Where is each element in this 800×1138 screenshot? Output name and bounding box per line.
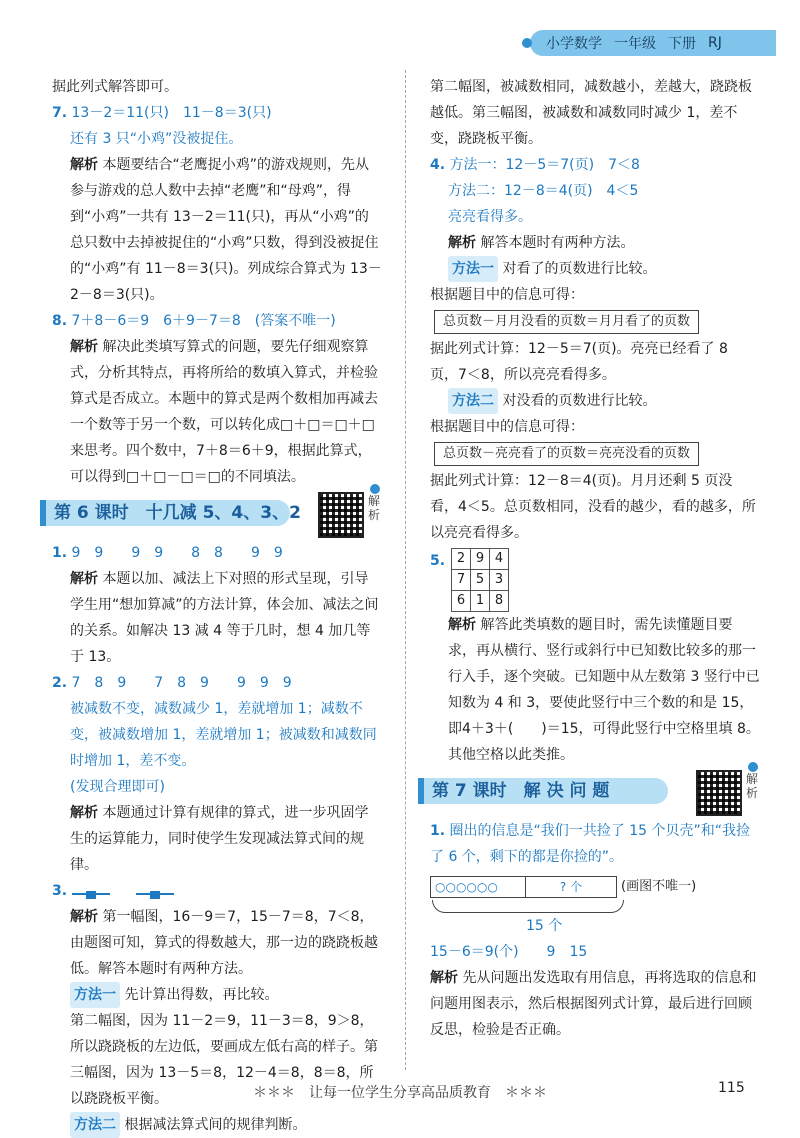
header-volume: 下册	[668, 36, 696, 52]
section-6-title: 第 6 课时 十几减 5、4、3、2	[54, 503, 301, 523]
seesaw-icon	[72, 879, 110, 895]
play-icon	[370, 484, 380, 494]
header-dot-icon	[522, 38, 532, 48]
q4-given1: 根据题目中的信息可得：	[430, 287, 584, 303]
q8-analysis: 解析 解决此类填写算式的问题，要先仔细观察算式，分析其特点，再将所给的数填入算式，并检验算式是否成立。本题中的算式是两个数相加再减去一个数等于另一个数，可以转化成□＋□＝□＋□来思考。四个数中，7＋8＝6＋9，根据此算式，可以得到□＋□－□＝□的不同填法。	[70, 339, 378, 485]
q5-block: 5. 2 9 4 7 5 3 6 1 8	[430, 548, 760, 612]
q5-analysis: 解析 解答此类填数的题目时，需先读懂题目要求，再从横行、竖行或斜行中已知数比较多的那一行入手，逐个突破。已知题中从左数第 3 竖行中已知数为 4 和 3，要使此竖行中三个数的和是 15，即4＋3＋( )＝15，可得此竖行中空格里填 8。其他空格以此类推。	[448, 617, 760, 763]
header-bar	[530, 30, 776, 56]
section-6-header	[40, 494, 382, 528]
grid-cell: 7	[452, 570, 471, 591]
q4-answer-3: 亮亮看得多。	[448, 209, 532, 225]
q7-analysis: 解析 本题要结合“老鹰捉小鸡”的游戏规则，先从参与游戏的总人数中去掉“老鹰”和“母鸡”，得到“小鸡”一共有 13－2＝11(只)，再从“小鸡”的总只数中去掉被捉住的“小鸡”只数，得到没被捉住的“小鸡”有 11－8＝3(只)。列成综合算式为 13－2－8＝3(只)。	[70, 157, 382, 303]
s2-analysis: 解析 本题通过计算有规律的算式，进一步巩固学生的运算能力，同时使学生发现减法算式间的规律。	[70, 805, 369, 873]
section-7-header	[418, 772, 760, 806]
grid-cell: 1	[471, 591, 490, 612]
header-subject: 小学数学	[546, 36, 602, 52]
s2-note: (发现合理即可)	[70, 779, 165, 795]
grid-cell: 4	[490, 549, 509, 570]
intro-text: 据此列式解答即可。	[52, 79, 178, 95]
right-column	[430, 74, 760, 1043]
grid-cell: 9	[471, 549, 490, 570]
qr-label: 解析	[746, 772, 759, 800]
play-icon	[748, 762, 758, 772]
qr-code-icon[interactable]	[696, 770, 742, 816]
header-grade: 一年级	[614, 36, 656, 52]
t1-calc: 15－6＝9(个) 9 15	[430, 944, 588, 960]
q8-answer: 8. 7＋8－6＝9 6＋9－7＝8 (答案不唯一)	[52, 313, 336, 329]
s1-answer: 1. 9 9 9 9 8 8 9 9	[52, 545, 283, 561]
grid-cell: 6	[452, 591, 471, 612]
header-edition: RJ	[708, 35, 722, 51]
footer-slogan: ＊＊＊ 让每一位学生分享高品质教育 ＊＊＊	[253, 1085, 547, 1101]
q7-answer-2: 还有 3 只“小鸡”没被捉住。	[70, 131, 243, 147]
bar-model-total: 15 个	[526, 918, 563, 934]
page-number: 115	[718, 1080, 745, 1096]
q4-given2: 根据题目中的信息可得：	[430, 419, 584, 435]
s3-method1: 方法一 先计算出得数，再比较。	[70, 982, 382, 1008]
q4-analysis: 解析 解答本题时有两种方法。	[448, 235, 635, 251]
q4-method1: 方法一 对看了的页数进行比较。	[448, 256, 760, 282]
bar-model-box	[430, 876, 617, 898]
section-7-title: 第 7 课时 解 决 问 题	[432, 781, 610, 801]
s2-rule: 被减数不变，减数减少 1，差就增加 1；减数不变，被减数增加 1，差就增加 1；被减数和减数同时增加 1，差不变。	[70, 701, 377, 769]
q4-answer-1: 4. 方法一：12－5＝7(页) 7＜8	[430, 157, 640, 173]
bar-model	[430, 874, 760, 900]
s3-analysis: 解析 第一幅图，16－9＝7，15－7＝8，7＜8，由题图可知，算式的得数越大，那一边的跷跷板越低。解答本题时有两种方法。	[70, 909, 378, 977]
q4-calc2: 据此列式计算：12－8＝4(页)。月月还剩 5 页没看，4＜5。总页数相同，没看的越少，看的越多，所以亮亮看得多。	[430, 473, 756, 541]
q4-equation-box-1: 总页数－月月没看的页数＝月月看了的页数	[434, 310, 699, 334]
t1-analysis: 解析 先从问题出发选取有用信息，再将选取的信息和问题用图表示，然后根据图列式计算，最后进行回顾反思，检验是否正确。	[430, 970, 757, 1038]
brace-icon	[432, 900, 624, 913]
s3-method2: 方法二 根据减法算式间的规律判断。	[70, 1112, 382, 1138]
grid-cell: 2	[452, 549, 471, 570]
s3-answer: 3.	[52, 878, 382, 904]
q4-method2: 方法二 对没看的页数进行比较。	[448, 388, 760, 414]
column-divider	[405, 70, 406, 1070]
q4-equation-box-2: 总页数－亮亮看了的页数＝亮亮没看的页数	[434, 442, 699, 466]
s2-answer: 2. 7 8 9 7 8 9 9 9 9	[52, 675, 292, 691]
bar-model-note: (画图不唯一)	[621, 879, 697, 894]
grid-cell: 8	[490, 591, 509, 612]
q7-answer: 7. 13－2＝11(只) 11－8＝3(只)	[52, 105, 272, 121]
t1-answer: 1. 圈出的信息是“我们一共捡了 15 个贝壳”和“我捡了 6 个，剩下的都是你捡的”。	[430, 823, 750, 865]
bar-model-circles: ○○○○○○	[431, 877, 526, 897]
s3-continued: 第二幅图，被减数相同，减数越小，差越大，跷跷板越低。第三幅图，被减数和减数同时减少 1，差不变，跷跷板平衡。	[430, 79, 752, 147]
grid-cell: 5	[471, 570, 490, 591]
q4-answer-2: 方法二：12－8＝4(页) 4＜5	[448, 183, 639, 199]
magic-square	[451, 548, 509, 612]
qr-label: 解析	[368, 494, 381, 522]
bar-model-unknown: ? 个	[559, 880, 583, 894]
left-column	[52, 74, 382, 1138]
grid-cell: 3	[490, 570, 509, 591]
s1-analysis: 解析 本题以加、减法上下对照的形式呈现，引导学生用“想加算减”的方法计算，体会加、减法之间的关系。如解决 13 减 4 等于几时，想 4 加几等于 13。	[70, 571, 379, 665]
s3-method1-text: 第二幅图，因为 11－2＝9，11－3＝8，9＞8，所以跷跷板的左边低，要画成左低右高的样子。第三幅图，因为 13－5＝8，12－4＝8，8＝8，所以跷跷板平衡。	[70, 1013, 378, 1107]
seesaw-icon	[136, 879, 174, 895]
qr-code-icon[interactable]	[318, 492, 364, 538]
q4-calc1: 据此列式计算：12－5＝7(页)。亮亮已经看了 8 页，7＜8，所以亮亮看得多。	[430, 341, 728, 383]
